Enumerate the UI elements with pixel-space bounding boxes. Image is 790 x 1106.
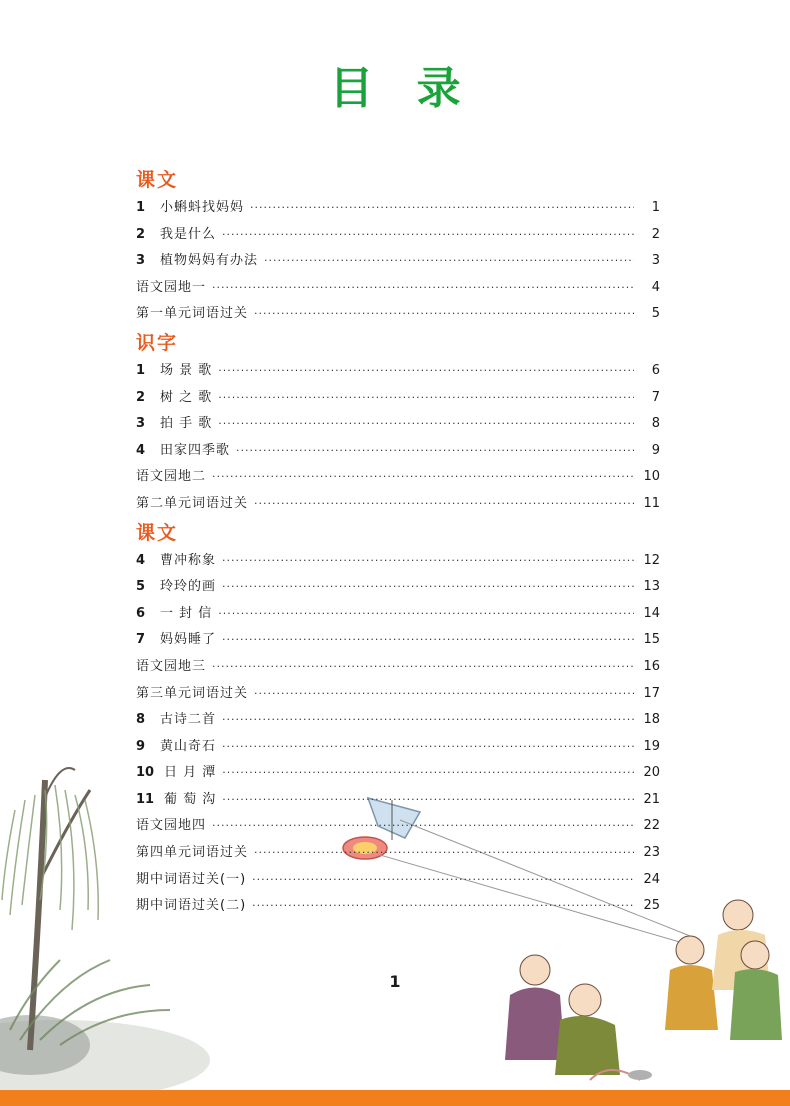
section-heading: 课文 xyxy=(136,169,179,191)
leader-dots xyxy=(212,813,634,840)
entry-page: 12 xyxy=(643,552,660,568)
leader-dots xyxy=(254,301,634,328)
entry-page: 14 xyxy=(643,605,660,621)
entry-page: 6 xyxy=(651,362,660,378)
leader-dots xyxy=(218,385,634,412)
entry-number: 1 xyxy=(136,200,146,215)
toc-entry[interactable] xyxy=(136,358,660,385)
leader-dots xyxy=(254,681,634,708)
entry-number: 4 xyxy=(136,552,146,568)
entry-label: 一 封 信 xyxy=(160,605,213,621)
entry-label: 玲玲的画 xyxy=(160,579,217,595)
entry-page: 20 xyxy=(643,765,660,781)
toc-entry[interactable] xyxy=(136,840,660,867)
leader-dots xyxy=(212,275,634,302)
entry-label: 日 月 潭 xyxy=(164,765,217,781)
leader-dots xyxy=(218,411,634,438)
leader-dots xyxy=(222,707,634,734)
leader-dots xyxy=(222,222,634,249)
toc-entry[interactable] xyxy=(136,654,660,681)
table-of-contents xyxy=(136,165,660,920)
entry-label: 黄山奇石 xyxy=(160,738,217,754)
toc-entry[interactable] xyxy=(136,867,660,894)
entry-number: 6 xyxy=(136,605,146,621)
entry-label: 妈妈睡了 xyxy=(160,632,217,648)
entry-page: 17 xyxy=(643,685,660,701)
entry-number: 2 xyxy=(136,389,146,405)
entry-number: 9 xyxy=(136,738,146,754)
entry-number: 8 xyxy=(136,712,146,728)
entry-label: 田家四季歌 xyxy=(160,442,231,458)
toc-entry[interactable] xyxy=(136,760,660,787)
leader-dots xyxy=(212,464,634,491)
bottom-color-bar xyxy=(0,1090,790,1106)
entry-number: 5 xyxy=(136,579,146,595)
entry-number: 10 xyxy=(136,765,155,781)
toc-entry[interactable] xyxy=(136,601,660,628)
entry-label: 古诗二首 xyxy=(160,712,217,728)
toc-entry[interactable] xyxy=(136,787,660,814)
toc-entry[interactable] xyxy=(136,248,660,275)
leader-dots xyxy=(222,734,634,761)
entry-label: 第三单元词语过关 xyxy=(136,685,249,701)
toc-entry[interactable] xyxy=(136,491,660,518)
entry-label: 我是什么 xyxy=(160,226,217,242)
toc-entry[interactable] xyxy=(136,195,660,222)
toc-entry[interactable] xyxy=(136,548,660,575)
entry-label: 期中词语过关(二) xyxy=(136,898,247,914)
toc-entry[interactable] xyxy=(136,301,660,328)
toc-entry[interactable] xyxy=(136,411,660,438)
toc-entry[interactable] xyxy=(136,464,660,491)
entry-page: 23 xyxy=(643,845,660,861)
leader-dots xyxy=(218,601,634,628)
leader-dots xyxy=(264,248,634,275)
entry-page: 9 xyxy=(651,442,660,458)
entry-page: 2 xyxy=(651,226,660,242)
toc-entry[interactable] xyxy=(136,385,660,412)
leader-dots xyxy=(212,654,634,681)
section-heading: 识字 xyxy=(136,331,179,354)
leader-dots xyxy=(236,438,634,465)
entry-label: 第四单元词语过关 xyxy=(136,845,249,861)
toc-entry[interactable] xyxy=(136,707,660,734)
entry-number: 3 xyxy=(136,253,146,269)
entry-page: 21 xyxy=(643,791,660,807)
entry-label: 植物妈妈有办法 xyxy=(160,253,259,269)
entry-number: 11 xyxy=(136,791,155,807)
entry-page: 7 xyxy=(651,389,660,405)
toc-entry[interactable] xyxy=(136,222,660,249)
entry-label: 小蝌蚪找妈妈 xyxy=(160,200,245,215)
toc-entry[interactable] xyxy=(136,438,660,465)
entry-label: 第一单元词语过关 xyxy=(136,306,249,322)
entry-number: 7 xyxy=(136,632,146,648)
entry-label: 语文园地一 xyxy=(136,279,207,295)
entry-label: 语文园地三 xyxy=(136,658,207,674)
entry-page: 10 xyxy=(643,469,660,485)
leader-dots xyxy=(252,867,634,894)
entry-page: 11 xyxy=(643,495,660,511)
leader-dots xyxy=(222,627,634,654)
leader-dots xyxy=(222,574,634,601)
leader-dots xyxy=(222,787,634,814)
entry-number: 2 xyxy=(136,226,146,242)
toc-entry[interactable] xyxy=(136,734,660,761)
entry-page: 22 xyxy=(643,818,660,834)
entry-page: 18 xyxy=(643,712,660,728)
leader-dots xyxy=(252,893,634,920)
entry-page: 4 xyxy=(651,279,660,295)
entry-label: 期中词语过关(一) xyxy=(136,871,247,887)
leader-dots xyxy=(222,548,634,575)
page-number: 1 xyxy=(389,972,401,991)
entry-label: 树 之 歌 xyxy=(160,389,213,405)
entry-label: 场 景 歌 xyxy=(160,362,213,378)
leader-dots xyxy=(254,840,634,867)
toc-entry[interactable] xyxy=(136,681,660,708)
page-title: 目 录 xyxy=(329,63,475,114)
entry-page: 25 xyxy=(643,898,660,914)
toc-entry[interactable] xyxy=(136,275,660,302)
toc-entry[interactable] xyxy=(136,813,660,840)
entry-label: 语文园地二 xyxy=(136,469,207,485)
leader-dots xyxy=(250,195,634,222)
entry-page: 13 xyxy=(643,579,660,595)
entry-number: 1 xyxy=(136,362,146,378)
entry-page: 1 xyxy=(651,200,660,215)
entry-page: 15 xyxy=(643,632,660,648)
entry-number: 3 xyxy=(136,416,146,432)
leader-dots xyxy=(222,760,634,787)
entry-label: 语文园地四 xyxy=(136,818,207,834)
entry-label: 第二单元词语过关 xyxy=(136,495,249,511)
entry-page: 19 xyxy=(643,738,660,754)
entry-page: 5 xyxy=(651,306,660,322)
toc-entry[interactable] xyxy=(136,627,660,654)
entry-page: 8 xyxy=(651,416,660,432)
entry-label: 拍 手 歌 xyxy=(160,416,213,432)
entry-page: 24 xyxy=(643,871,660,887)
entry-page: 3 xyxy=(651,253,660,269)
entry-number: 4 xyxy=(136,442,146,458)
toc-entry[interactable] xyxy=(136,893,660,920)
section-heading: 课文 xyxy=(136,521,179,544)
leader-dots xyxy=(254,491,634,518)
leader-dots xyxy=(218,358,634,385)
entry-page: 16 xyxy=(643,658,660,674)
entry-label: 曹冲称象 xyxy=(160,552,217,568)
toc-entry[interactable] xyxy=(136,574,660,601)
entry-label: 葡 萄 沟 xyxy=(164,791,217,807)
